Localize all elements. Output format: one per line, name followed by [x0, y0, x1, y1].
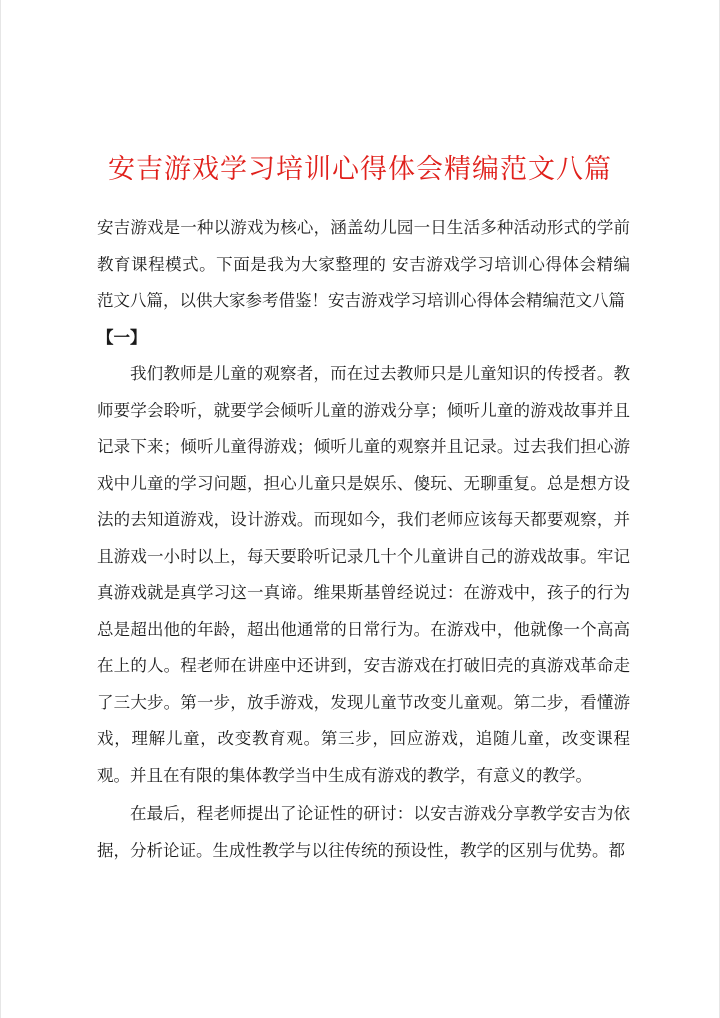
document-body [97, 210, 630, 869]
body-paragraph-2: 在最后，程老师提出了论证性的研讨：以安吉游戏分享教学安吉为依据，分析论证。生成性教学与以往传统的预设性，教学的区别与优势。都 [97, 804, 630, 860]
body-paragraph-1: 我们教师是儿童的观察者，而在过去教师只是儿童知识的传授者。教师要学会聆听，就要学会倾听儿童的游戏分享；倾听儿童的游戏故事并且记录下来；倾听儿童得游戏；倾听儿童的观察并且记录。过去我们担心游戏中儿童的学习问题，担心儿童只是娱乐、傻玩、无聊重复。总是想方设法的去知道游戏，设计游戏。而现如今，我们老师应该每天都要观察，并且游戏一小时以上，每天要聆听记录几十个儿童讲自己的游戏故事。牢记真游戏就是真学习这一真谛。维果斯基曾经说过：在游戏中，孩子的行为总是超出他的年龄，超出他通常的日常行为。在游戏中，他就像一个高高在上的人。程老师在讲座中还讲到，安吉游戏在打破旧壳的真游戏革命走了三大步。第一步，放手游戏，发现儿童节改变儿童观。第二步，看懂游戏，理解儿童，改变教育观。第三步，回应游戏，追随儿童，改变课程观。并且在有限的集体教学当中生成有游戏的教学，有意义的教学。 [97, 364, 630, 785]
section-heading: 【一】 [97, 327, 147, 347]
document-title: 安吉游戏学习培训心得体会精编范文八篇 [108, 154, 612, 185]
intro-paragraph: 安吉游戏是一种以游戏为核心，涵盖幼儿园一日生活多种活动形式的学前教育课程模式。下面是我为大家整理的 安吉游戏学习培训心得体会精编范文八篇，以供大家参考借鉴！安吉游戏学习培训心得体会精编范文八篇 [97, 218, 630, 310]
